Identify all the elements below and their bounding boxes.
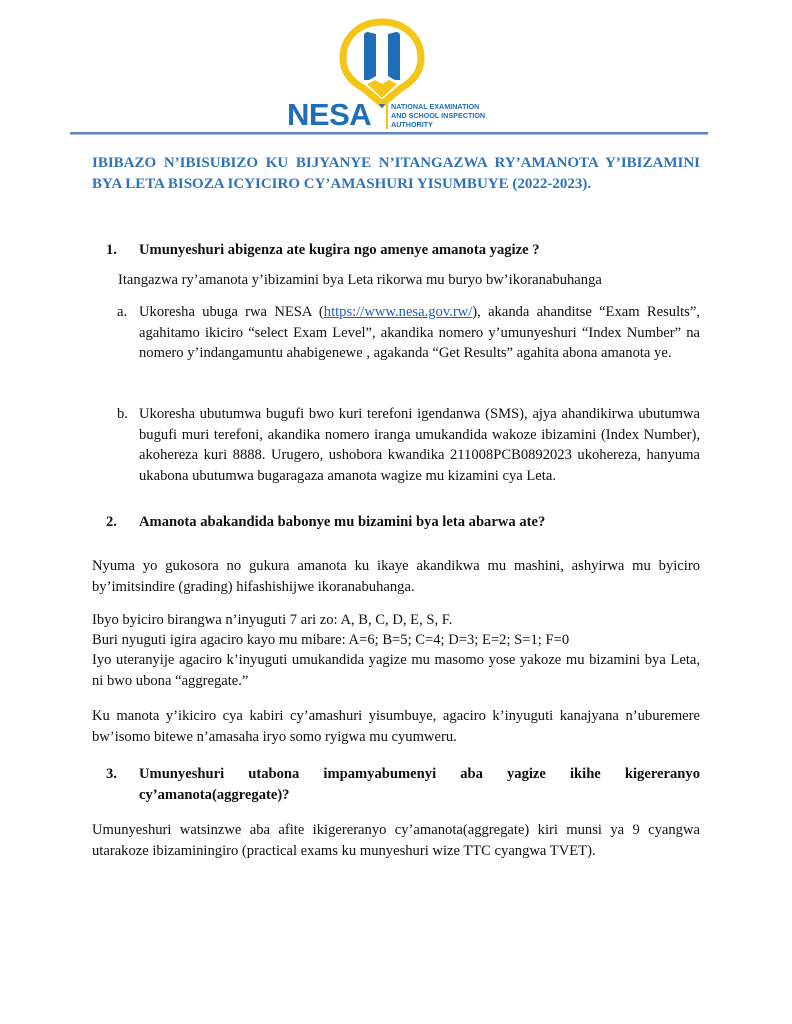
question-text <box>118 764 700 805</box>
logo-tagline-line: AND SCHOOL INSPECTION <box>391 111 486 120</box>
nesa-pencil-logo-icon <box>337 18 427 108</box>
list-marker: b. <box>117 406 128 422</box>
section-2-paragraph: Ibyo byiciro birangwa n’inyuguti 7 ari zo: A, B, C, D, E, S, F. <box>92 612 453 628</box>
logo-separator <box>386 102 388 129</box>
question-number: 3. <box>106 766 117 782</box>
text-segment: Ukoresha ubuga rwa NESA ( <box>139 304 324 320</box>
list-item-a <box>118 302 700 364</box>
question-number: 1. <box>106 242 117 258</box>
section-1-intro: Itangazwa ry’amanota y’ibizamini bya Leta rikorwa mu buryo bw’ikoranabuhanga <box>118 272 602 288</box>
section-2-paragraph: Ku manota y’ikiciro cya kabiri cy’amashuri yisumbuye, agaciro k’inyuguti kanajyana n’uburemere bw’isomo bitewe n’amasaha iryo somo ryigwa mu cyumweru. <box>92 708 700 745</box>
nesa-logo <box>287 18 497 130</box>
question-1-heading <box>106 240 700 261</box>
question-3-heading <box>106 764 700 805</box>
question-number: 2. <box>106 514 117 530</box>
question-text: Amanota abakandida babonye mu bizamini bya leta abarwa ate? <box>139 514 546 530</box>
question-2-heading <box>106 512 700 533</box>
logo-tagline <box>391 102 485 129</box>
nesa-website-link[interactable]: https://www.nesa.gov.rw/ <box>323 304 473 320</box>
logo-tagline-line: AUTHORITY <box>391 120 433 129</box>
question-text-line: Umunyeshuri utabona impamyabumenyi aba yagize ikihe kigereranyo <box>139 766 700 782</box>
section-2-paragraph: Iyo uteranyije agaciro k’inyuguti umukandida yagize mu masomo yose yakoze mu bizamini bya Leta, ni bwo ubona “aggregate.” <box>92 652 700 689</box>
text-segment: ), akanda ahanditse “Exam Results”, agahitamo ikiciro “select Exam Level”, akandika nomero y’umunyeshuri “Index Number” na nomero y’indangamuntu ahabigenewe , agakanda “Get Results” agahita abona amanota ye. <box>139 304 700 361</box>
list-item-text <box>118 302 700 364</box>
question-text: Umunyeshuri abigenza ate kugira ngo amenye amanota yagize ? <box>139 242 540 258</box>
logo-tagline-line: NATIONAL EXAMINATION <box>391 102 480 111</box>
document-title: IBIBAZO N’IBISUBIZO KU BIJYANYE N’ITANGAZWA RY’AMANOTA Y’IBIZAMINI BYA LETA BISOZA ICYICIRO CY’AMASHURI YISUMBUYE (2022-2023). <box>92 155 700 192</box>
header-divider <box>70 132 708 135</box>
section-2-paragraph: Nyuma yo gukosora no gukura amanota ku ikaye akandikwa mu mashini, ashyirwa mu byiciro by’imitsindire (grading) hifashishijwe ikoranabuhanga. <box>92 558 700 595</box>
list-item-text: Ukoresha ubutumwa bugufi bwo kuri terefoni igendanwa (SMS), ajya ahandikirwa ubutumwa bugufi muri terefoni, akandika nomero iranga umukandida wakoze ibizamini (Index Number), akohereza kuri 8888. Urugero, ushobora kwandika 211008PCB0892023 ukohereza, hanyuma ukabona ubutumwa bugaragaza amanota wagize mu kizamini cya Leta. <box>139 406 700 484</box>
section-3-answer: Umunyeshuri watsinzwe aba afite ikigereranyo cy’amanota(aggregate) kiri munsi ya 9 cyangwa utarakoze ibizaminingiro (practical exams ku munyeshuri wize TTC cyangwa TVET). <box>92 822 700 859</box>
question-text-line: cy’amanota(aggregate)? <box>139 786 290 803</box>
grade-values-paragraph: Buri nyuguti igira agaciro kayo mu mibare: A=6; B=5; C=4; D=3; E=2; S=1; F=0 <box>92 632 570 648</box>
logo-wordmark: NESA <box>287 97 372 132</box>
list-item-b <box>118 404 700 486</box>
list-marker: a. <box>117 304 128 320</box>
